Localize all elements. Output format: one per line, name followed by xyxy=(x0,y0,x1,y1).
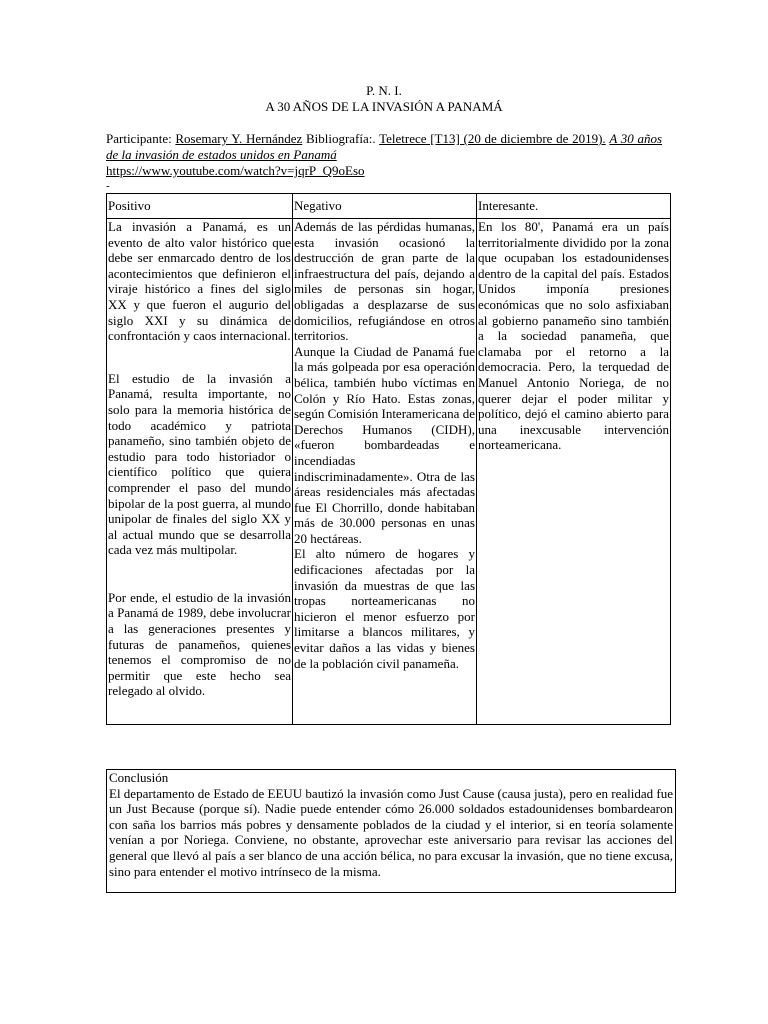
positivo-paragraph-3: Por ende, el estudio de la invasión a Panamá de 1989, debe involucrar a las generaciones presentes y futuras de panameños, quienes tenemos el compromiso de no permitir que este hecho sea relegado al olvido. xyxy=(108,589,291,699)
positivo-paragraph-2: El estudio de la invasión a Panamá, resulta importante, no solo para la memoria histórica de todo académico y patriota panameño, sino también objeto de estudio para todo historiador o científico político que quiera comprender el paso del mundo bipolar de la post guerra, al mundo unipolar de finales del siglo XX y al actual mundo que se desarrolla cada vez más multipolar. xyxy=(108,370,291,558)
title-line-1: P. N. I. xyxy=(366,83,402,98)
conclusion-text: El departamento de Estado de EEUU bautizó la invasión como Just Cause (causa justa), pero en realidad fue un Just Because (porque sí). Nadie puede entender cómo 26.000 soldados estadounidenses bombardearon con saña los barrios más pobres y densamente poblados de la ciudad y el interior, si en teoría solamente venían a por Noriega. Conviene, no obstante, aprovechar este aniversario para revisar las acciones del general que llevó al país a ser blanco de una acción bélica, no para excusar la invasión, que no tiene excusa, sino para entender el motivo intrínseco de la misma. xyxy=(109,785,673,879)
header-negativo: Negativo xyxy=(293,194,477,219)
interesante-cell xyxy=(477,219,671,725)
negativo-cell xyxy=(293,219,477,725)
positivo-cell xyxy=(107,219,293,725)
dash-marker: - xyxy=(106,180,110,192)
interesante-paragraph-1: En los 80', Panamá era un país territorialmente dividido por la zona que ocupaban los estadounidenses dentro de la capital del país. Estados Unidos imponía presiones económicas que no solo asfixiaban al gobierno panameño sino también a la sociedad panameña, que clamaba por el retorno a la democracia. Pero, la terquedad de Manuel Antonio Noriega, de no querer dejar el poder militar y político, dejó el camino abierto para una inexcusable intervención norteamericana. xyxy=(478,219,669,453)
header-interesante: Interesante. xyxy=(477,194,671,219)
source-title: A 30 años de la invasión de estados unidos en Panamá xyxy=(106,131,662,162)
negativo-paragraph-3: El alto número de hogares y edificaciones afectadas por la invasión da muestras de que las tropas norteamericanas no hicieron el menor esfuerzo por limitarse a blancos militares, y evitar daños a las vidas y bienes de la población civil panameña. xyxy=(294,546,475,671)
positivo-paragraph-1: La invasión a Panamá, es un evento de alto valor histórico que debe ser enmarcado dentro de los acontecimientos que definieron el viraje histórico a fines del siglo XX y que fueron el augurio del siglo XXI y su dinámica de confrontación y caos internacional. xyxy=(108,219,291,344)
bibliography-label: Bibliografía:. xyxy=(305,131,376,146)
source-url-link[interactable]: https://www.youtube.com/watch?v=jqrP_Q9oEso xyxy=(106,163,365,178)
conclusion-label: Conclusión xyxy=(109,770,169,785)
participant-label: Participante: xyxy=(106,131,172,146)
pni-table xyxy=(106,193,671,725)
document-title xyxy=(0,83,768,115)
conclusion-box xyxy=(106,769,676,893)
participant-bibliography xyxy=(106,131,662,179)
title-line-2: A 30 AÑOS DE LA INVASIÓN A PANAMÁ xyxy=(265,99,503,114)
source-channel: Teletrece [T13] (20 de diciembre de 2019). xyxy=(379,131,606,146)
pni-content-row xyxy=(107,219,671,725)
pni-header-row xyxy=(107,194,671,219)
header-positivo: Positivo xyxy=(107,194,293,219)
negativo-paragraph-2: Aunque la Ciudad de Panamá fue la más golpeada por esa operación bélica, también hubo víctimas en Colón y Río Hato. Estas zonas, según Comisión Interamericana de Derechos Humanos (CIDH), «fueron bombardeadas e incendiadas indiscriminadamente». Otra de las áreas residenciales más afectadas fue El Chorrillo, donde habitaban más de 30.000 personas en unas 20 hectáreas. xyxy=(294,343,475,546)
participant-name: Rosemary Y. Hernández xyxy=(175,131,303,146)
negativo-paragraph-1: Además de las pérdidas humanas, esta invasión ocasionó la destrucción de gran parte de la infraestructura del país, dejando a miles de personas sin hogar, obligadas a desplazarse de sus domicilios, refugiándose en otros territorios. xyxy=(294,219,475,344)
